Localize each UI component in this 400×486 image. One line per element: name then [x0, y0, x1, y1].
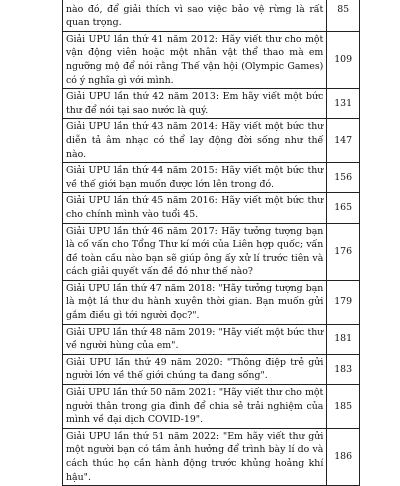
table-row	[63, 193, 360, 223]
entry-title: Giải UPU lần thứ 46 năm 2017: Hãy tưởng tượng bạn là cố vấn cho Tổng Thư kí mới của Liên hợp quốc; vấn đề toàn cầu nào bạn sẽ giúp ông ấy xử lí trước tiên và cách giải quyết vấn đề đó như thế nào?	[63, 223, 327, 280]
entry-page-number: 186	[327, 428, 360, 485]
entry-title: Giải UPU lần thứ 43 năm 2014: Hãy viết một bức thư diễn tả âm nhạc có thể lay động đời sống như thế nào.	[63, 119, 327, 163]
table-row	[63, 354, 360, 384]
entry-title: Giải UPU lần thứ 51 năm 2022: "Em hãy viết thư gửi một người bạn có tầm ảnh hưởng để trình bày lí do và cách thúc họ cần hành động trước khủng hoảng khí hậu".	[63, 428, 327, 485]
entry-title: Giải UPU lần thứ 48 năm 2019: "Hãy viết một bức thư về người hùng của em".	[63, 324, 327, 354]
entry-title: Giải UPU lần thứ 41 năm 2012: Hãy viết thư cho một vận động viên hoặc một nhân vật thể thao mà em ngưỡng mộ để nói rằng Thế vận hội (Olympic Games) có ý nghĩa gì với mình.	[63, 31, 327, 88]
table-row	[63, 324, 360, 354]
table-row	[63, 89, 360, 119]
table-of-contents	[62, 0, 360, 486]
table-row	[63, 385, 360, 429]
entry-page-number: 181	[327, 324, 360, 354]
table-row	[63, 0, 360, 31]
entry-title: Giải UPU lần thứ 42 năm 2013: Em hãy viết một bức thư để nói tại sao nước là quý.	[63, 89, 327, 119]
entry-page-number: 156	[327, 163, 360, 193]
table-row	[63, 280, 360, 324]
entry-page-number: 147	[327, 119, 360, 163]
entry-page-number: 183	[327, 354, 360, 384]
entry-title: Giải UPU lần thứ 47 năm 2018: "Hãy tưởng tượng bạn là một lá thư du hành xuyên thời gian. Bạn muốn gửi gắm điều gì tới người đọc?".	[63, 280, 327, 324]
entry-page-number: 85	[327, 0, 360, 31]
table-row	[63, 163, 360, 193]
entry-page-number: 131	[327, 89, 360, 119]
table-row	[63, 31, 360, 88]
entry-title: Giải UPU lần thứ 50 năm 2021: "Hãy viết thư cho một người thân trong gia đình để chia sẻ trải nghiệm của mình về đại dịch COVID-19".	[63, 385, 327, 429]
entry-page-number: 165	[327, 193, 360, 223]
table-row	[63, 428, 360, 485]
table-row	[63, 223, 360, 280]
table-row	[63, 119, 360, 163]
entry-page-number: 176	[327, 223, 360, 280]
entry-title: Giải UPU lần thứ 45 năm 2016: Hãy viết một bức thư cho chính mình vào tuổi 45.	[63, 193, 327, 223]
entry-title: Giải UPU lần thứ 44 năm 2015: Hãy viết một bức thư về thế giới bạn muốn được lớn lên trong đó.	[63, 163, 327, 193]
entry-title: Giải UPU lần thứ 49 năm 2020: "Thông điệp trẻ gửi người lớn về thế giới chúng ta đang sống".	[63, 354, 327, 384]
entry-page-number: 179	[327, 280, 360, 324]
entry-title: nào đó, để giải thích vì sao việc bảo vệ rừng là rất quan trọng.	[63, 0, 327, 31]
entry-page-number: 185	[327, 385, 360, 429]
entry-page-number: 109	[327, 31, 360, 88]
